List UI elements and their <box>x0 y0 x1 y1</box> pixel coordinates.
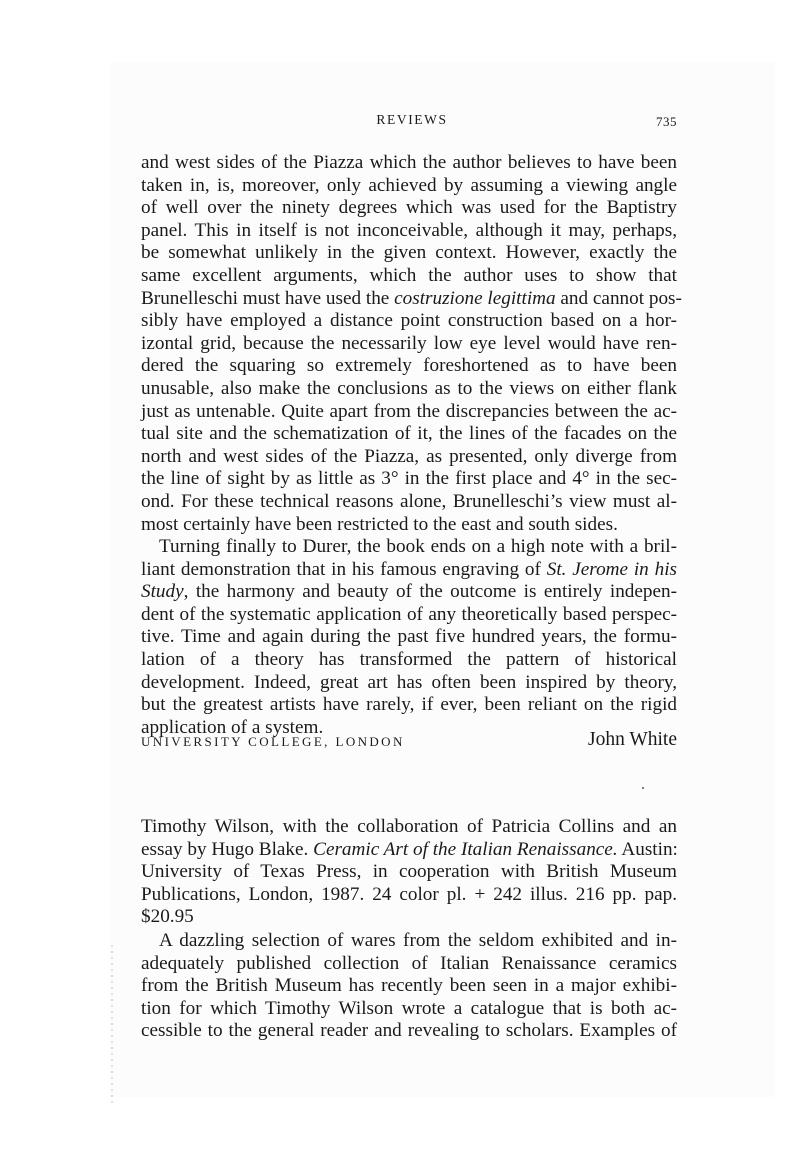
text-run: Brunelleschi must have used the <box>141 287 395 309</box>
text-line: cessible to the general reader and revealing to scholars. Examples of <box>141 1020 677 1042</box>
review-ceramic-art-body <box>141 930 677 1043</box>
scan-edge-artifact <box>111 945 113 1105</box>
text-line: sibly have employed a distance point construction based on a hor- <box>141 310 677 332</box>
citation-line: University of Texas Press, in cooperation with British Museum <box>141 861 677 883</box>
text-line: most certainly have been restricted to the east and south sides. <box>141 513 618 535</box>
citation-line: Timothy Wilson, with the collaboration of Patricia Collins and an <box>141 816 677 837</box>
citation-price: $20.95 <box>141 906 194 928</box>
running-head <box>141 112 677 132</box>
text-line: tion for which Timothy Wilson wrote a catalogue that is both ac- <box>141 997 677 1019</box>
text-line: panel. This in itself is not inconceivable, although it may, perhaps, <box>141 219 677 241</box>
text-line: north and west sides of the Piazza, as presented, only diverge from <box>141 445 677 467</box>
author-name: John White <box>587 729 677 750</box>
text-line: of well over the ninety degrees which was used for the Baptistry <box>141 197 677 219</box>
section-title: REVIEWS <box>376 112 448 127</box>
text-line: Turning finally to Durer, the book ends on a high note with a bril- <box>159 536 677 558</box>
text-line: izontal grid, because the necessarily low eye level would have ren- <box>141 332 677 354</box>
text-line: dent of the systematic application of any theoretically based perspec- <box>141 603 677 625</box>
text-line: A dazzling selection of wares from the seldom exhibited and in- <box>159 930 677 951</box>
text-line: application of a system. <box>141 716 324 738</box>
text-line: adequately published collection of Italian Renaissance ceramics <box>141 952 677 974</box>
review-ceramic-art-citation <box>141 816 677 929</box>
text-line: tual site and the schematization of it, the lines of the facades on the <box>141 423 677 445</box>
text-line: taken in, is, moreover, only achieved by assuming a viewing angle <box>141 174 677 196</box>
book-title: Ceramic Art of the Italian Renaissance. <box>313 838 618 860</box>
text-line: tive. Time and again during the past five hundred years, the formu- <box>141 626 677 648</box>
text-line: just as untenable. Quite apart from the discrepancies between the ac- <box>141 400 677 422</box>
text-line: same excellent arguments, which the author uses to show that <box>141 264 677 286</box>
scan-speck <box>642 787 644 789</box>
text-line <box>141 559 677 582</box>
text-run: liant demonstration that in his famous engraving of <box>141 558 547 580</box>
text-line: and west sides of the Piazza which the author believes to have been <box>141 152 677 173</box>
text-run: , the harmony and beauty of the outcome is entirely indepen- <box>183 581 677 603</box>
text-line: development. Indeed, great art has often been inspired by theory, <box>141 671 677 693</box>
text-line: dered the squaring so extremely foreshortened as to have been <box>141 355 677 377</box>
text-run: Austin: <box>617 838 678 860</box>
page-number: 735 <box>656 114 677 129</box>
italic-title: St. Jerome in his <box>546 558 677 580</box>
text-line: be somewhat unlikely in the given context. However, exactly the <box>141 242 677 264</box>
italic-term: costruzione legittima <box>394 287 556 309</box>
citation-line <box>141 839 677 862</box>
review-john-white-body <box>141 152 682 739</box>
text-run: and cannot pos- <box>555 287 682 309</box>
text-line: unusable, also make the conclusions as to the views on either flank <box>141 377 677 399</box>
text-run: essay by Hugo Blake. <box>141 838 314 860</box>
text-line: but the greatest artists have rarely, if ever, been reliant on the rigid <box>141 694 677 716</box>
text-line: lation of a theory has transformed the pattern of historical <box>141 649 677 671</box>
text-line <box>141 581 677 604</box>
review-signature <box>141 729 677 753</box>
text-line <box>141 287 682 311</box>
text-line: ond. For these technical reasons alone, Brunelleschi’s view must al- <box>141 490 677 512</box>
text-line: the line of sight by as little as 3° in the first place and 4° in the sec- <box>141 468 677 490</box>
text-line: from the British Museum has recently been seen in a major exhibi- <box>141 975 677 997</box>
author-affiliation: UNIVERSITY COLLEGE, LONDON <box>141 734 405 749</box>
italic-title: Study <box>141 581 184 603</box>
citation-line: Publications, London, 1987. 24 color pl. + 242 illus. 216 pp. pap. <box>141 883 677 905</box>
